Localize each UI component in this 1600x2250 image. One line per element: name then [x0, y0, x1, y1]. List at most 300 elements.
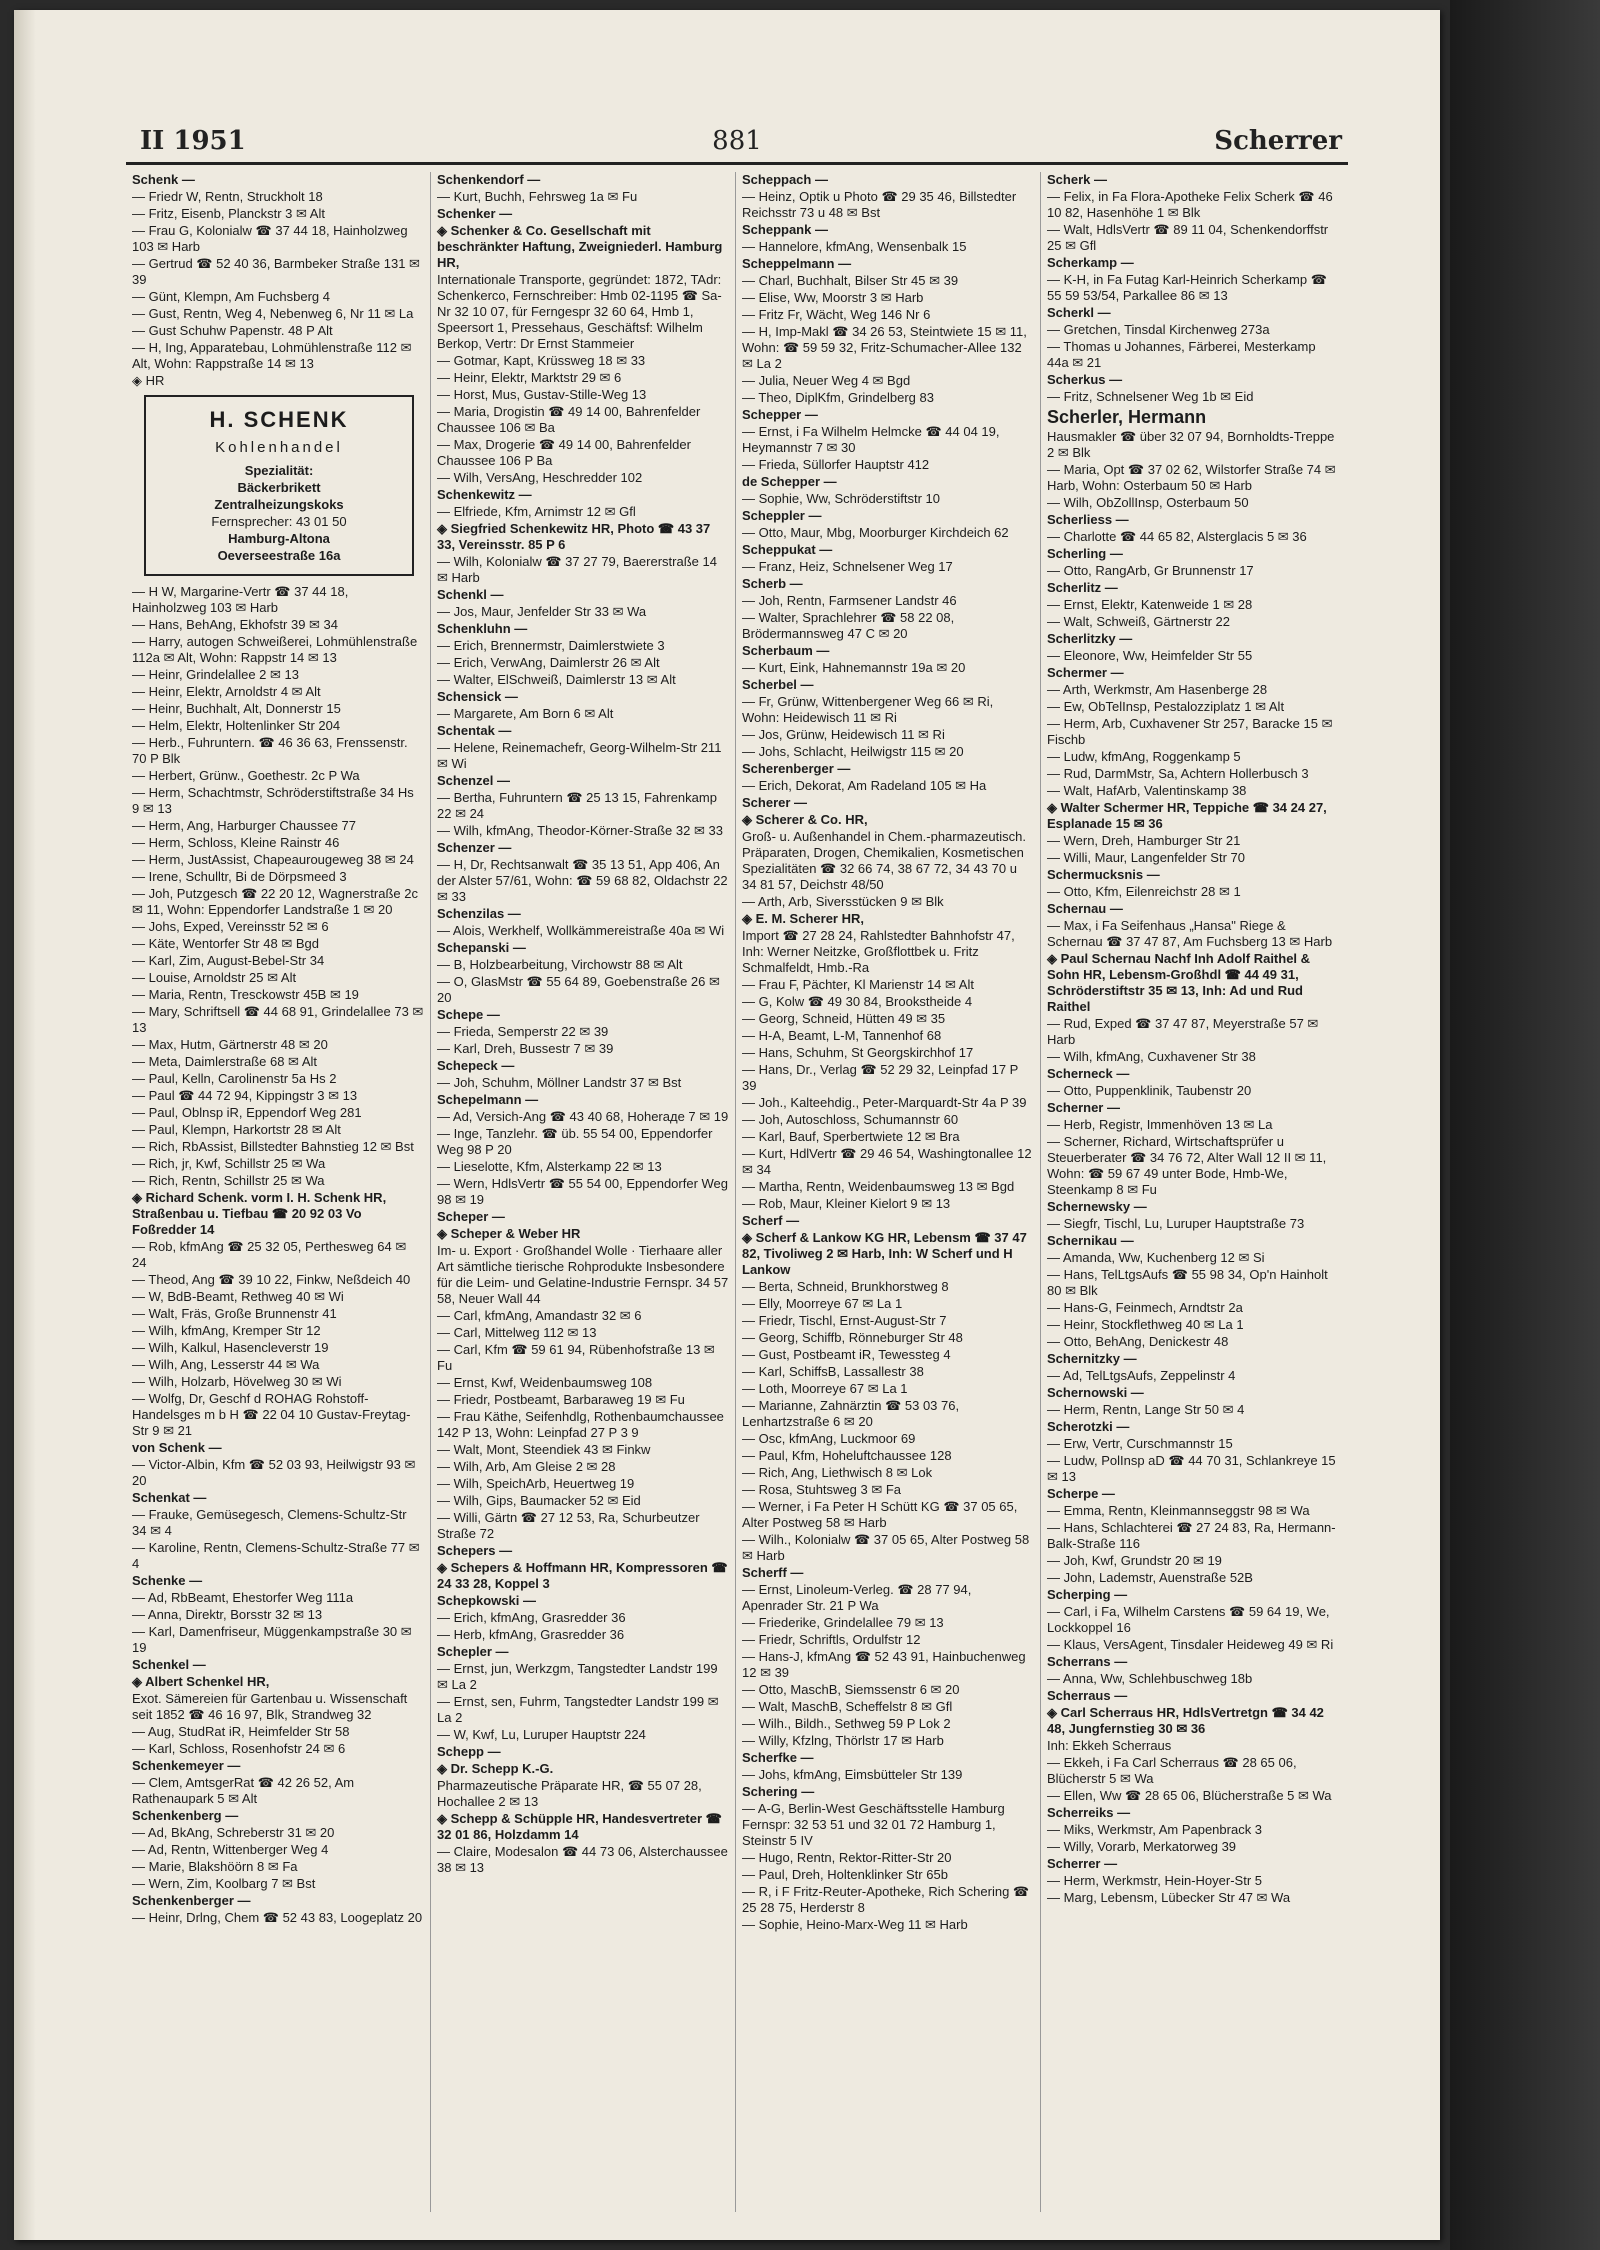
directory-entry: — Rob, kfmAng ☎ 25 32 05, Perthesweg 64 ✉ 24 — [132, 1239, 407, 1270]
directory-entry: — Sophie, Heino-Marx-Weg 11 ✉ Harb — [742, 1917, 968, 1932]
directory-entry: — Wilh, kfmAng, Theodor-Körner-Straße 32 ✉ 33 — [437, 823, 723, 838]
directory-entry: — Kurt, Eink, Hahnemannstr 19a ✉ 20 — [742, 660, 966, 675]
directory-entry: Schenkluhn — — [437, 621, 528, 636]
directory-entry: — Arth, Arb, Siversstücken 9 ✉ Blk — [742, 894, 944, 909]
directory-entry: Scherliess — — [1047, 512, 1129, 527]
page-header — [126, 122, 1348, 165]
directory-entry: — Herb, kfmAng, Grasredder 36 — [437, 1627, 625, 1642]
directory-entry: — Paul, Kelln, Carolinenstr 5a Hs 2 — [132, 1071, 337, 1086]
directory-entry: — Wern, Zim, Koolbarg 7 ✉ Bst — [132, 1876, 316, 1891]
directory-entry: de Schepper — — [742, 474, 837, 489]
directory-entry: — H, Dr, Rechtsanwalt ☎ 35 13 51, App 406, An der Alster 57/61, Wohn: ☎ 59 68 82, Oldachstr 22 ✉ 33 — [437, 857, 728, 904]
directory-entry: — Loth, Moorreye 67 ✉ La 1 — [742, 1381, 908, 1396]
directory-entry: — Margarete, Am Born 6 ✉ Alt — [437, 706, 614, 721]
directory-entry: — Walt, Fräs, Große Brunnenstr 41 — [132, 1306, 337, 1321]
directory-entry: — Ernst, i Fa Wilhelm Helmcke ☎ 44 04 19, Heymannstr 7 ✉ 30 — [742, 424, 1000, 455]
directory-entry: — Wilh, Holzarb, Hövelweg 30 ✉ Wi — [132, 1374, 342, 1389]
directory-entry: — Anna, Ww, Schlehbuschweg 18b — [1047, 1671, 1253, 1686]
directory-entry: — Klaus, VersAgent, Tinsdaler Heideweg 49 ✉ Ri — [1047, 1637, 1334, 1652]
directory-entry: — Wilh, SpeichArb, Heuertweg 19 — [437, 1476, 635, 1491]
column-4 — [1041, 172, 1346, 2212]
directory-entry: ◈ Schepp & Schüpple HR, Handesvertreter ☎ 32 01 86, Holzdamm 14 — [437, 1811, 722, 1842]
directory-entry: Scherraus — — [1047, 1688, 1128, 1703]
directory-entry: — Joh., Kalteehdig., Peter-Marquardt-Str 4a P 39 — [742, 1095, 1027, 1110]
directory-entry: — Willy, Vorarb, Merkatorweg 39 — [1047, 1839, 1237, 1854]
directory-entry: — W, Kwf, Lu, Luruper Hauptstr 224 — [437, 1727, 646, 1742]
directory-entry: — Joh, Rentn, Farmsener Landstr 46 — [742, 593, 957, 608]
directory-entry: Scherfke — — [742, 1750, 814, 1765]
directory-entry: Schepelmann — — [437, 1092, 539, 1107]
directory-entry: — Walter, Sprachlehrer ☎ 58 22 08, Brödermannsweg 47 C ✉ 20 — [742, 610, 955, 641]
directory-entry: Scheppelmann — — [742, 256, 852, 271]
directory-entry: — Wilh, Ang, Lesserstr 44 ✉ Wa — [132, 1357, 320, 1372]
directory-entry: — G, Kolw ☎ 49 30 84, Brookstheide 4 — [742, 994, 973, 1009]
directory-entry: — Willy, Kfzlng, Thörlstr 17 ✉ Harb — [742, 1733, 944, 1748]
directory-entry: — Claire, Modesalon ☎ 44 73 06, Alsterchaussee 38 ✉ 13 — [437, 1844, 728, 1875]
directory-entry: — Karl, SchiffsB, Lassallestr 38 — [742, 1364, 924, 1379]
directory-entry: — Herm, Schloss, Kleine Rainstr 46 — [132, 835, 340, 850]
directory-entry: — Otto, RangArb, Gr Brunnenstr 17 — [1047, 563, 1254, 578]
directory-entry: — Willi, Maur, Langenfelder Str 70 — [1047, 850, 1245, 865]
directory-entry: — Friedr, Tischl, Ernst-August-Str 7 — [742, 1313, 947, 1328]
ad-line: Bäckerbrikett — [237, 480, 321, 495]
directory-entry: Schenzel — — [437, 773, 510, 788]
directory-entry: — Gust, Postbeamt iR, Tewessteg 4 — [742, 1347, 951, 1362]
directory-entry: Scherbaum — — [742, 643, 830, 658]
directory-entry: — Johs, Schlacht, Heilwigstr 115 ✉ 20 — [742, 744, 964, 759]
directory-entry: — Wilh, kfmAng, Kremper Str 12 — [132, 1323, 321, 1338]
directory-entry: Import ☎ 27 28 24, Rahlstedter Bahnhofstr 47, Inh: Werner Neitzke, Großflottbek u. Fritz Schmalfeldt, Hmb.-Ra — [742, 928, 1015, 975]
directory-entry: — O, GlasMstr ☎ 55 64 89, Goebenstraße 26 ✉ 20 — [437, 974, 720, 1005]
directory-entry: Scherreiks — — [1047, 1805, 1131, 1820]
directory-entry: — Wilh, VersAng, Heschredder 102 — [437, 470, 643, 485]
directory-entry: Schenkemeyer — — [132, 1758, 241, 1773]
directory-entry: Scherlitz — — [1047, 580, 1118, 595]
directory-entry: — Paul, Dreh, Holtenklinker Str 65b — [742, 1867, 948, 1882]
directory-entry: Scherkamp — — [1047, 255, 1134, 270]
directory-entry: — Karl, Zim, August-Bebel-Str 34 — [132, 953, 325, 968]
directory-entry: Scherpe — — [1047, 1486, 1115, 1501]
directory-entry: — Fritz, Schnelsener Weg 1b ✉ Eid — [1047, 389, 1254, 404]
directory-entry: — Karoline, Rentn, Clemens-Schultz-Straße 77 ✉ 4 — [132, 1540, 420, 1571]
directory-entry: Schenker — — [437, 206, 513, 221]
directory-entry: — Julia, Neuer Weg 4 ✉ Bgd — [742, 373, 911, 388]
directory-entry: — Joh, Putzgesch ☎ 22 20 12, Wagnerstraße 2c ✉ 11, Wohn: Eppendorfer Landstraße 1 ✉ 20 — [132, 886, 418, 917]
directory-entry: — Wilh., Kolonialw ☎ 37 05 65, Alter Postweg 58 ✉ Harb — [742, 1532, 1030, 1563]
directory-entry: — Thomas u Johannes, Färberei, Mesterkamp 44a ✉ 21 — [1047, 339, 1316, 370]
directory-entry: — Osc, kfmAng, Luckmoor 69 — [742, 1431, 916, 1446]
directory-entry: — Hans-J, kfmAng ☎ 52 43 91, Hainbuchenweg 12 ✉ 39 — [742, 1649, 1026, 1680]
directory-entry: — Victor-Albin, Kfm ☎ 52 03 93, Heilwigstr 93 ✉ 20 — [132, 1457, 416, 1488]
directory-entry: Schepp — — [437, 1744, 501, 1759]
directory-entry: — Paul, Oblnsp iR, Eppendorf Weg 281 — [132, 1105, 362, 1120]
directory-entry: — Wilh, Gips, Baumacker 52 ✉ Eid — [437, 1493, 641, 1508]
directory-entry: — H, Imp-Makl ☎ 34 26 53, Steintwiete 15 ✉ 11, Wohn: ☎ 59 59 32, Fritz-Schumacher-Allee 132 ✉ La 2 — [742, 324, 1027, 371]
directory-entry: — Walt, Mont, Steendiek 43 ✉ Finkw — [437, 1442, 651, 1457]
directory-entry: — Theod, Ang ☎ 39 10 22, Finkw, Neßdeich 40 — [132, 1272, 411, 1287]
directory-entry: — Inge, Tanzlehr. ☎ üb. 55 54 00, Eppendorfer Weg 98 P 20 — [437, 1126, 713, 1157]
directory-entry: — R, i F Fritz-Reuter-Apotheke, Rich Schering ☎ 25 28 75, Herderstr 8 — [742, 1884, 1030, 1915]
directory-entry: — Carl, Mittelweg 112 ✉ 13 — [437, 1325, 597, 1340]
ad-subtitle: Kohlenhandel — [215, 439, 343, 456]
directory-entry: — H, Ing, Apparatebau, Lohmühlenstraße 112 ✉ Alt, Wohn: Rappstraße 14 ✉ 13 — [132, 340, 412, 371]
scan-edge — [1450, 0, 1600, 2250]
directory-entry: Schenkenberger — — [132, 1893, 251, 1908]
directory-entry: — H W, Margarine-Vertr ☎ 37 44 18, Hainholzweg 103 ✉ Harb — [132, 584, 349, 615]
directory-entry: — Hannelore, kfmAng, Wensenbalk 15 — [742, 239, 967, 254]
advertisement-box — [144, 395, 414, 576]
directory-entry: — Erw, Vertr, Curschmannstr 15 — [1047, 1436, 1233, 1451]
directory-entry: — Ew, ObTelInsp, Pestalozziplatz 1 ✉ Alt — [1047, 699, 1285, 714]
directory-entry: — Mary, Schriftsell ☎ 44 68 91, Grindelallee 73 ✉ 13 — [132, 1004, 424, 1035]
directory-entry: — Georg, Schneid, Hütten 49 ✉ 35 — [742, 1011, 946, 1026]
directory-entry: Schernikau — — [1047, 1233, 1134, 1248]
directory-entry: Scherkl — — [1047, 305, 1111, 320]
directory-entry: — Max, Hutm, Gärtnerstr 48 ✉ 20 — [132, 1037, 328, 1052]
directory-entry: Schensick — — [437, 689, 518, 704]
directory-entry: — Wilh, ObZollInsp, Osterbaum 50 — [1047, 495, 1249, 510]
directory-entry: — Friedr, Schriftls, Ordulfstr 12 — [742, 1632, 921, 1647]
directory-page — [14, 10, 1440, 2240]
directory-entry: — Werner, i Fa Peter H Schütt KG ☎ 37 05 65, Alter Postweg 58 ✉ Harb — [742, 1499, 1018, 1530]
directory-entry: Scherling — — [1047, 546, 1123, 561]
directory-entry: — Hans, Dr., Verlag ☎ 52 29 32, Leinpfad 17 P 39 — [742, 1062, 1019, 1093]
directory-entry: — Herm, Arb, Cuxhavener Str 257, Baracke 15 ✉ Fischb — [1047, 716, 1333, 747]
directory-entry: — Eleonore, Ww, Heimfelder Str 55 — [1047, 648, 1253, 663]
directory-entry: — Frau Käthe, Seifenhdlg, Rothenbaumchaussee 142 P 13, Wohn: Leinpfad 27 P 3 9 — [437, 1409, 724, 1440]
directory-entry: — Ludw, kfmAng, Roggenkamp 5 — [1047, 749, 1241, 764]
directory-entry: — Joh, Schuhm, Möllner Landstr 37 ✉ Bst — [437, 1075, 682, 1090]
directory-entry: ◈ Siegfried Schenkewitz HR, Photo ☎ 43 37 33, Vereinsstr. 85 P 6 — [437, 521, 711, 552]
directory-entry: — Karl, Damenfriseur, Müggenkampstraße 30 ✉ 19 — [132, 1624, 412, 1655]
directory-entry: — Frauke, Gemüsegesch, Clemens-Schultz-Str 34 ✉ 4 — [132, 1507, 407, 1538]
directory-entry: Schepkowski — — [437, 1593, 536, 1608]
directory-entry: — Aug, StudRat iR, Heimfelder Str 58 — [132, 1724, 350, 1739]
directory-entry: Scherenberger — — [742, 761, 851, 776]
column-3 — [736, 172, 1041, 2212]
ad-line: Spezialität: — [244, 463, 314, 478]
directory-entry: — Gertrud ☎ 52 40 36, Barmbeker Straße 131 ✉ 39 — [132, 256, 420, 287]
directory-entry: — Hans, Schlachterei ☎ 27 24 83, Ra, Hermann-Balk-Straße 116 — [1047, 1520, 1336, 1551]
directory-entry: — Hugo, Rentn, Rektor-Ritter-Str 20 — [742, 1850, 952, 1865]
directory-entry: Groß- u. Außenhandel in Chem.-pharmazeutisch. Präparaten, Drogen, Chemikalien, Kosmetischen Spezialitäten ☎ 32 66 74, 38 67 72, 34 43 70 u 34 81 57, Deichstr 48/50 — [742, 829, 1026, 892]
directory-entry: Scheppach — — [742, 172, 828, 187]
directory-entry: — Ernst, Elektr, Katenweide 1 ✉ 28 — [1047, 597, 1253, 612]
directory-entry: Scherlitzky — — [1047, 631, 1133, 646]
directory-entry: — Herm, Werkmstr, Hein-Hoyer-Str 5 — [1047, 1873, 1263, 1888]
directory-entry: — Elise, Ww, Moorstr 3 ✉ Harb — [742, 290, 924, 305]
directory-entry: — Heinr, Elektr, Arnoldstr 4 ✉ Alt — [132, 684, 321, 699]
directory-entry: — Marianne, Zahnärztin ☎ 53 03 76, Lenhartzstraße 6 ✉ 20 — [742, 1398, 960, 1429]
header-keyword: Scherrer — [1214, 126, 1342, 156]
directory-entry: — Karl, Dreh, Bussestr 7 ✉ 39 — [437, 1041, 614, 1056]
directory-entry: — Siegfr, Tischl, Lu, Luruper Hauptstraße 73 — [1047, 1216, 1305, 1231]
directory-entry: — Martha, Rentn, Weidenbaumsweg 13 ✉ Bgd — [742, 1179, 1015, 1194]
directory-entry: — Gretchen, Tinsdal Kirchenweg 273a — [1047, 322, 1270, 337]
column-1 — [126, 172, 431, 2212]
directory-entry: — Jos, Grünw, Heidewisch 11 ✉ Ri — [742, 727, 945, 742]
directory-entry: Schepers — — [437, 1543, 513, 1558]
directory-entry: — Erich, Dekorat, Am Radeland 105 ✉ Ha — [742, 778, 987, 793]
directory-entry: — Amanda, Ww, Kuchenberg 12 ✉ Si — [1047, 1250, 1265, 1265]
directory-entry: — Gust, Rentn, Weg 4, Nebenweg 6, Nr 11 ✉ La — [132, 306, 414, 321]
directory-entry: — Frieda, Semperstr 22 ✉ 39 — [437, 1024, 609, 1039]
directory-entry: — Max, Drogerie ☎ 49 14 00, Bahrenfelder Chaussee 106 P Ba — [437, 437, 691, 468]
directory-entry: — Johs, Exped, Vereinsstr 52 ✉ 6 — [132, 919, 329, 934]
directory-entry: — Louise, Arnoldstr 25 ✉ Alt — [132, 970, 297, 985]
directory-entry: — Rud, DarmMstr, Sa, Achtern Hollerbusch 3 — [1047, 766, 1309, 781]
directory-entry: — H-A, Beamt, L-M, Tannenhof 68 — [742, 1028, 942, 1043]
directory-entry: — Irene, Schulltr, Bi de Dörpsmeed 3 — [132, 869, 347, 884]
directory-entry: Exot. Sämereien für Gartenbau u. Wissenschaft seit 1852 ☎ 46 16 97, Blk, Strandweg 32 — [132, 1691, 408, 1722]
directory-entry: — Gotmar, Kapt, Krüssweg 18 ✉ 33 — [437, 353, 646, 368]
directory-entry: — Joh, Autoschloss, Schumannstr 60 — [742, 1112, 959, 1127]
directory-entry: Schermer — — [1047, 665, 1124, 680]
directory-entry: Scherkus — — [1047, 372, 1123, 387]
directory-entry: — Wolfg, Dr, Geschf d ROHAG Rohstoff-Handelsges m b H ☎ 22 04 10 Gustav-Freytag-Str 9 ✉ 21 — [132, 1391, 411, 1438]
directory-entry: — Walt, MaschB, Scheffelstr 8 ✉ Gfl — [742, 1699, 953, 1714]
directory-entry: Scherb — — [742, 576, 803, 591]
directory-entry: — Scherner, Richard, Wirtschaftsprüfer u Steuerberater ☎ 34 76 72, Alter Wall 12 II ✉ 11, Wohn: ☎ 59 67 49 unter Bode, Hmb-We, Steenkamp 8 ✉ Fu — [1047, 1134, 1327, 1197]
directory-entry: Inh: Ekkeh Scherraus — [1047, 1738, 1172, 1753]
directory-entry: — Marg, Lebensm, Lübecker Str 47 ✉ Wa — [1047, 1890, 1291, 1905]
directory-entry: Schenkewitz — — [437, 487, 532, 502]
directory-entry: — Karl, Schloss, Rosenhofstr 24 ✉ 6 — [132, 1741, 346, 1756]
directory-entry: — Frieda, Süllorfer Hauptstr 412 — [742, 457, 930, 472]
directory-entry: — Ad, Rentn, Wittenberger Weg 4 — [132, 1842, 329, 1857]
ad-phone: Fernsprecher: 43 01 50 — [211, 514, 347, 529]
directory-entry: — Maria, Rentn, Tresckowstr 45B ✉ 19 — [132, 987, 359, 1002]
directory-entry: — Jos, Maur, Jenfelder Str 33 ✉ Wa — [437, 604, 647, 619]
directory-entry: Schepe — — [437, 1007, 500, 1022]
directory-entry: — Carl, i Fa, Wilhelm Carstens ☎ 59 64 19, We, Lockkoppel 16 — [1047, 1604, 1330, 1635]
directory-entry: ◈ Paul Schernau Nachf Inh Adolf Raithel & Sohn HR, Lebensm-Großhdl ☎ 44 49 31, Schröderstiftstr 35 ✉ 13, Inh: Ad und Rud Raithel — [1047, 951, 1311, 1014]
directory-entry: — Rich, jr, Kwf, Schillstr 25 ✉ Wa — [132, 1156, 326, 1171]
directory-entry: Scheppank — — [742, 222, 828, 237]
directory-entry: — Lieselotte, Kfm, Alsterkamp 22 ✉ 13 — [437, 1159, 662, 1174]
directory-entry: — W, BdB-Beamt, Rethweg 40 ✉ Wi — [132, 1289, 344, 1304]
directory-entry: Schentak — — [437, 723, 512, 738]
directory-entry: — Paul, Kfm, Hoheluftchaussee 128 — [742, 1448, 952, 1463]
directory-entry: — Hans, Schuhm, St Georgskirchhof 17 — [742, 1045, 974, 1060]
directory-entry: Schenzer — — [437, 840, 512, 855]
directory-entry: — Walt, Schweiß, Gärtnerstr 22 — [1047, 614, 1231, 629]
directory-entry: — Franz, Heiz, Schnelsener Weg 17 — [742, 559, 953, 574]
directory-entry: — Anna, Direktr, Borsstr 32 ✉ 13 — [132, 1607, 323, 1622]
directory-entry: — Johs, kfmAng, Eimsbütteler Str 139 — [742, 1767, 963, 1782]
ad-street: Oeverseestraße 16a — [217, 548, 341, 563]
directory-entry: Scheppler — — [742, 508, 822, 523]
directory-entry: Schernewsky — — [1047, 1199, 1147, 1214]
directory-entry: ◈ Scherer & Co. HR, — [742, 812, 868, 827]
directory-entry: — Wilh., Bildh., Sethweg 59 P Lok 2 — [742, 1716, 951, 1731]
directory-entry: — Joh, Kwf, Grundstr 20 ✉ 19 — [1047, 1553, 1222, 1568]
directory-entry: — Wern, Dreh, Hamburger Str 21 — [1047, 833, 1241, 848]
directory-entry: ◈ Schenker & Co. Gesellschaft mit beschränkter Haftung, Zweigniederl. Hamburg HR, — [437, 223, 723, 270]
directory-entry: — Meta, Daimlerstraße 68 ✉ Alt — [132, 1054, 318, 1069]
directory-entry: Schenkl — — [437, 587, 504, 602]
directory-entry: — Rud, Exped ☎ 37 47 87, Meyerstraße 57 ✉ Harb — [1047, 1016, 1319, 1047]
directory-entry: — Ernst, jun, Werkzgm, Tangstedter Landstr 199 ✉ La 2 — [437, 1661, 718, 1692]
directory-entry: — Wilh, kfmAng, Cuxhavener Str 38 — [1047, 1049, 1256, 1064]
directory-entry: — Carl, kfmAng, Amandastr 32 ✉ 6 — [437, 1308, 642, 1323]
directory-entry: — Herbert, Grünw., Goethestr. 2c P Wa — [132, 768, 360, 783]
directory-entry: — Ernst, Linoleum-Verleg. ☎ 28 77 94, Apenrader Str. 21 P Wa — [742, 1582, 972, 1613]
directory-entry: Scheper — — [437, 1209, 505, 1224]
directory-entry: — Herm, Ang, Harburger Chaussee 77 — [132, 818, 356, 833]
directory-entry: Schenk — — [132, 172, 195, 187]
directory-entry: Hausmakler ☎ über 32 07 94, Bornholdts-Treppe 2 ✉ Blk — [1047, 429, 1335, 460]
directory-entry: Im- u. Export · Großhandel Wolle · Tierhaare aller Art sämtliche tierische Rohprodukte Insbesondere für die Leim- und Gelatine-Industrie Fernspr. 34 57 58, Neuer Wall 44 — [437, 1243, 729, 1306]
directory-entry: ◈ Scherf & Lankow KG HR, Lebensm ☎ 37 47 82, Tivoliweg 2 ✉ Harb, Inh: W Scherf und H Lankow — [742, 1230, 1027, 1277]
directory-entry: Schenkat — — [132, 1490, 207, 1505]
directory-entry: — Elly, Moorreye 67 ✉ La 1 — [742, 1296, 903, 1311]
directory-entry: — Heinr, Drlng, Chem ☎ 52 43 83, Loogeplatz 20 — [132, 1910, 423, 1925]
directory-entry: — Walter, ElSchweiß, Daimlerstr 13 ✉ Alt — [437, 672, 676, 687]
directory-entry: Schenkel — — [132, 1657, 206, 1672]
directory-entry: — Friederike, Grindelallee 79 ✉ 13 — [742, 1615, 944, 1630]
directory-entry: — Kurt, Buchh, Fehrsweg 1a ✉ Fu — [437, 189, 638, 204]
directory-entry: — Otto, Kfm, Eilenreichstr 28 ✉ 1 — [1047, 884, 1241, 899]
directory-entry: — Herb., Fuhruntern. ☎ 46 36 63, Frenssenstr. 70 P Blk — [132, 735, 408, 766]
directory-entry: Schenzilas — — [437, 906, 521, 921]
directory-entry: — Friedr W, Rentn, Struckholt 18 — [132, 189, 323, 204]
directory-entry: ◈ Walter Schermer HR, Teppiche ☎ 34 24 27, Esplanade 15 ✉ 36 — [1047, 800, 1327, 831]
directory-entry: — Berta, Schneid, Brunkhorstweg 8 — [742, 1279, 949, 1294]
directory-entry: — Walt, HdlsVertr ☎ 89 11 04, Schenkendorffstr 25 ✉ Gfl — [1047, 222, 1329, 253]
directory-entry: — Wern, HdlsVertr ☎ 55 54 00, Eppendorfer Weg 98 ✉ 19 — [437, 1176, 729, 1207]
directory-entry: — Heinr, Grindelallee 2 ✉ 13 — [132, 667, 299, 682]
directory-entry: — Ernst, Kwf, Weidenbaumsweg 108 — [437, 1375, 653, 1390]
directory-entry: — Wilh, Kolonialw ☎ 37 27 79, Baererstraße 14 ✉ Harb — [437, 554, 717, 585]
directory-entry: — Ekkeh, i Fa Carl Scherraus ☎ 28 65 06, Blücherstr 5 ✉ Wa — [1047, 1755, 1297, 1786]
directory-entry: — Heinr, Stockflethweg 40 ✉ La 1 — [1047, 1317, 1244, 1332]
directory-entry: Schepeck — — [437, 1058, 515, 1073]
directory-entry: — Horst, Mus, Gustav-Stille-Weg 13 — [437, 387, 647, 402]
directory-entry: — Karl, Bauf, Sperbertwiete 12 ✉ Bra — [742, 1129, 960, 1144]
ad-name: H. SCHENK — [209, 407, 349, 432]
directory-entry: Scherrans — — [1047, 1654, 1128, 1669]
directory-entry: ◈ Schepers & Hoffmann HR, Kompressoren ☎ 24 33 28, Koppel 3 — [437, 1560, 728, 1591]
directory-entry: — Alois, Werkhelf, Wollkämmereistraße 40a ✉ Wi — [437, 923, 725, 938]
directory-entry: — Hans, BehAng, Ekhofstr 39 ✉ 34 — [132, 617, 339, 632]
directory-entry: — Fritz, Eisenb, Planckstr 3 ✉ Alt — [132, 206, 325, 221]
directory-entry: Scherler, Hermann — [1047, 407, 1207, 427]
column-2 — [431, 172, 736, 2212]
directory-entry: — Rosa, Stuhtsweg 3 ✉ Fa — [742, 1482, 902, 1497]
directory-entry: — Wilh, Arb, Am Gleise 2 ✉ 28 — [437, 1459, 616, 1474]
directory-entry: — Erich, kfmAng, Grasredder 36 — [437, 1610, 626, 1625]
directory-entry: — Frau G, Kolonialw ☎ 37 44 18, Hainholzweg 103 ✉ Harb — [132, 223, 408, 254]
directory-entry: Pharmazeutische Präparate HR, ☎ 55 07 28, Hochallee 2 ✉ 13 — [437, 1778, 702, 1809]
directory-entry: — Ad, BkAng, Schreberstr 31 ✉ 20 — [132, 1825, 335, 1840]
directory-entry: — Fritz Fr, Wächt, Weg 146 Nr 6 — [742, 307, 931, 322]
directory-entry: — Heinr, Buchhalt, Alt, Donnerstr 15 — [132, 701, 341, 716]
ad-line: Zentralheizungskoks — [214, 497, 344, 512]
directory-entry: Scherff — — [742, 1565, 804, 1580]
directory-entry: — Kurt, HdlVertr ☎ 29 46 54, Washingtonallee 12 ✉ 34 — [742, 1146, 1032, 1177]
directory-entry: Schermucksnis — — [1047, 867, 1160, 882]
header-year: II 1951 — [140, 126, 246, 156]
directory-entry: — Käte, Wentorfer Str 48 ✉ Bgd — [132, 936, 319, 951]
directory-entry: — Bertha, Fuhruntern ☎ 25 13 15, Fahrenkamp 22 ✉ 24 — [437, 790, 717, 821]
directory-entry: — Herm, Rentn, Lange Str 50 ✉ 4 — [1047, 1402, 1245, 1417]
ad-city: Hamburg-Altona — [228, 531, 330, 546]
directory-entry: Internationale Transporte, gegründet: 1872, TAdr: Schenkerco, Fernschreiber: Hmb 02-1195 ☎ Sa-Nr 32 10 07, für Ferngespr 32 60 64, Hmb 1, Speersort 1, Pressehaus, Geschäftsf: Wilhelm Berkop, Vertr: Dr Ernst Stammeier — [437, 272, 722, 351]
directory-entry: — Fr, Grünw, Wittenbergener Weg 66 ✉ Ri, Wohn: Heidewisch 11 ✉ Ri — [742, 694, 994, 725]
directory-entry: — Miks, Werkmstr, Am Papenbrack 3 — [1047, 1822, 1263, 1837]
directory-entry: Schepanski — — [437, 940, 526, 955]
directory-entry: — Clem, AmtsgerRat ☎ 42 26 52, Am Rathenaupark 5 ✉ Alt — [132, 1775, 355, 1806]
directory-entry: — Rich, Rentn, Schillstr 25 ✉ Wa — [132, 1173, 325, 1188]
directory-entry: — Maria, Drogistin ☎ 49 14 00, Bahrenfelder Chaussee 106 ✉ Ba — [437, 404, 701, 435]
directory-entry: — Helene, Reinemachefr, Georg-Wilhelm-Str 211 ✉ Wi — [437, 740, 722, 771]
directory-entry: ◈ E. M. Scherer HR, — [742, 911, 864, 926]
directory-entry: — Paul, Klempn, Harkortstr 28 ✉ Alt — [132, 1122, 341, 1137]
directory-entry: — Ad, Versich-Ang ☎ 43 40 68, Hoheraде 7 ✉ 19 — [437, 1109, 729, 1124]
directory-entry: Schenke — — [132, 1573, 203, 1588]
directory-entry: Schenkenberg — — [132, 1808, 239, 1823]
directory-entry: — Otto, MaschB, Siemssenstr 6 ✉ 20 — [742, 1682, 960, 1697]
directory-entry: — Max, i Fa Seifenhaus „Hansa" Riege & Schernau ☎ 37 47 87, Am Fuchsberg 13 ✉ Harb — [1047, 918, 1333, 949]
directory-entry: — Arth, Werkmstr, Am Hasenberge 28 — [1047, 682, 1268, 697]
directory-entry: — Willi, Gärtn ☎ 27 12 53, Ra, Schurbeutzer Straße 72 — [437, 1510, 700, 1541]
directory-entry: — Charl, Buchhalt, Bilser Str 45 ✉ 39 — [742, 273, 959, 288]
directory-entry: — Otto, Puppenklinik, Taubenstr 20 — [1047, 1083, 1252, 1098]
directory-entry: — Wilh, Kalkul, Hasencleverstr 19 — [132, 1340, 329, 1355]
directory-entry: — Otto, BehAng, Denickestr 48 — [1047, 1334, 1229, 1349]
directory-entry: — Ad, RbBeamt, Ehestorfer Weg 111a — [132, 1590, 354, 1605]
directory-entry: Scherbel — — [742, 677, 814, 692]
directory-entry: — Paul ☎ 44 72 94, Kippingstr 3 ✉ 13 — [132, 1088, 358, 1103]
directory-entry: ◈ Carl Scherraus HR, HdlsVertretgn ☎ 34 42 48, Jungfernstieg 30 ✉ 36 — [1047, 1705, 1324, 1736]
directory-entry: — Herm, JustAssist, Chapeaurougeweg 38 ✉ 24 — [132, 852, 414, 867]
directory-entry: — Walt, HafArb, Valentinskamp 38 — [1047, 783, 1247, 798]
directory-entry: ◈ Richard Schenk. vorm I. H. Schenk HR, Straßenbau u. Tiefbau ☎ 20 92 03 Vo Foßredder 14 — [132, 1190, 387, 1237]
directory-entry: von Schenk — — [132, 1440, 222, 1455]
directory-entry: Scheppukat — — [742, 542, 833, 557]
directory-entry: — Gust Schuhw Papenstr. 48 P Alt — [132, 323, 333, 338]
directory-entry: — Emma, Rentn, Kleinmannseggstr 98 ✉ Wa — [1047, 1503, 1310, 1518]
directory-entry: — Elfriede, Kfm, Arnimstr 12 ✉ Gfl — [437, 504, 636, 519]
directory-entry: — Herm, Schachtmstr, Schröderstiftstraße 34 Hs 9 ✉ 13 — [132, 785, 414, 816]
directory-entry: — Theo, DiplKfm, Grindelberg 83 — [742, 390, 934, 405]
directory-entry: — Hans, TelLtgsAufs ☎ 55 98 34, Op'n Hainholt 80 ✉ Blk — [1047, 1267, 1328, 1298]
directory-entry: — Erich, VerwAng, Daimlerstr 26 ✉ Alt — [437, 655, 660, 670]
page-spine — [14, 10, 36, 2240]
directory-entry: — B, Holzbearbeitung, Virchowstr 88 ✉ Alt — [437, 957, 683, 972]
directory-entry: — Georg, Schiffb, Rönneburger Str 48 — [742, 1330, 963, 1345]
directory-entry: — Charlotte ☎ 44 65 82, Alsterglacis 5 ✉ 36 — [1047, 529, 1307, 544]
directory-entry: — A-G, Berlin-West Geschäftsstelle Hamburg Fernspr: 32 53 51 und 32 01 72 Hamburg 1, Steinstr 5 IV — [742, 1801, 1005, 1848]
page-number: 881 — [712, 126, 762, 156]
directory-entry: — Rob, Maur, Kleiner Kielort 9 ✉ 13 — [742, 1196, 951, 1211]
directory-entry: — Maria, Opt ☎ 37 02 62, Wilstorfer Straße 74 ✉ Harb, Wohn: Osterbaum 50 ✉ Harb — [1047, 462, 1336, 493]
directory-entry: ◈ Scheper & Weber HR — [437, 1226, 581, 1241]
directory-entry: — Heinr, Elektr, Marktstr 29 ✉ 6 — [437, 370, 622, 385]
directory-entry: Schering — — [742, 1784, 815, 1799]
directory-entry: — Frau F, Pächter, Kl Marienstr 14 ✉ Alt — [742, 977, 974, 992]
directory-entry: — Felix, in Fa Flora-Apotheke Felix Scherk ☎ 46 10 82, Hasenhöhe 1 ✉ Blk — [1047, 189, 1333, 220]
directory-entry: Scherrer — — [1047, 1856, 1118, 1871]
columns-container — [126, 172, 1348, 2212]
directory-entry: — Rich, Ang, Liethwisch 8 ✉ Lok — [742, 1465, 933, 1480]
directory-entry: — Ad, TelLtgsAufs, Zeppelinstr 4 — [1047, 1368, 1236, 1383]
directory-entry: Scherk — — [1047, 172, 1107, 187]
directory-entry: Schenkendorf — — [437, 172, 541, 187]
directory-entry: Scherf — — [742, 1213, 800, 1228]
directory-entry: — Erich, Brennermstr, Daimlerstwiete 3 — [437, 638, 665, 653]
